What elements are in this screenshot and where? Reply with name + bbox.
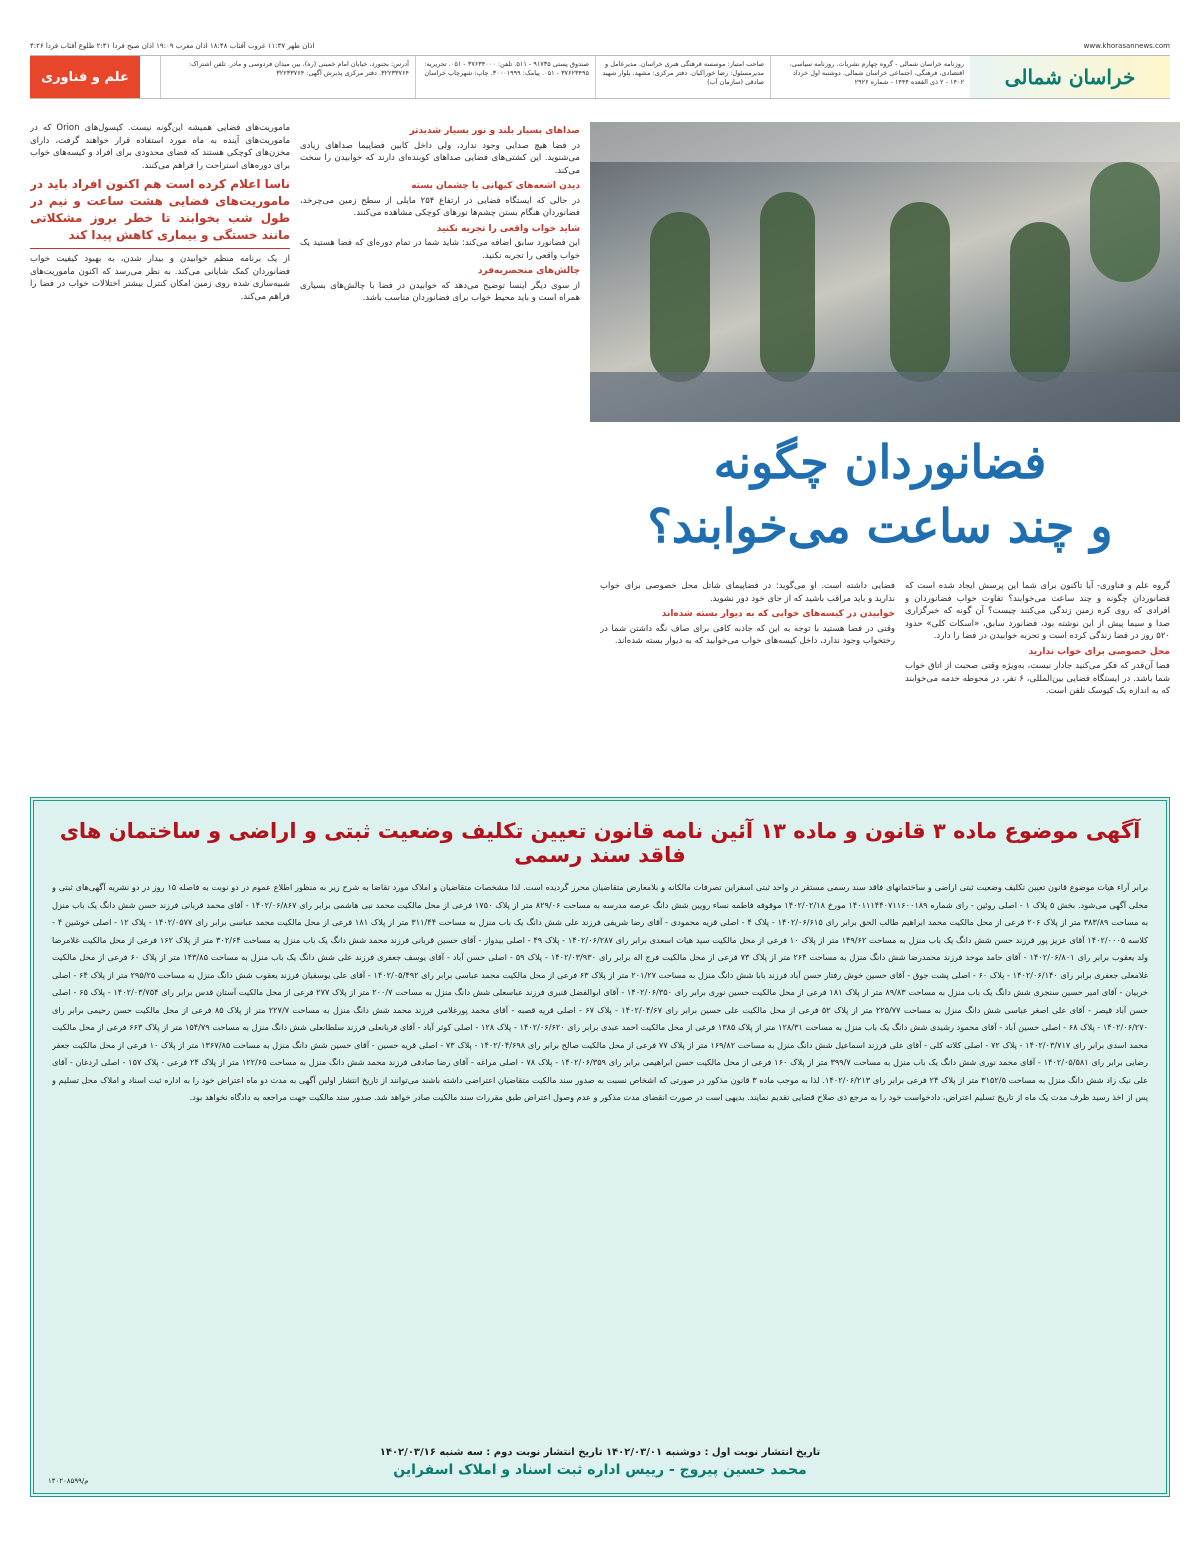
article-para: این فضانورد سابق اضافه می‌کند: شاید شما در تمام دوره‌ای که فضا هستید یک خواب واقعی را تجربه نکنید. xyxy=(300,238,580,261)
masthead-info-3: صندوق پستی ۹۱۷۳۵ - ۵۱۱. تلفن: ۳۷۶۳۴۰۰۰ - ۰۵۱. تحریریه: ۳۷۶۲۳۴۹۵ - ۰۵۱. پیامک: ۳۰۰۰۱۹۹۹. چاپ: شهرچاپ خراسان xyxy=(415,56,595,98)
article-column-4 xyxy=(30,122,290,790)
article-column-3 xyxy=(300,122,580,790)
ad-signature: محمد حسین پیروج - رییس اداره ثبت اسناد و املاک اسفراین xyxy=(393,1462,807,1478)
article-intro: گروه علم و فناوری- آیا تاکنون برای شما این پرسش ایجاد شده است که فضانوردان چگونه و چند ساعت می‌خوابند؟ تفاوت خواب فضانوردان و افرادی که روی کره زمین زندگی می‌کنند چیست؟ آن گونه که خبرگزاری صدا و سیما پیش از این نوشته بود، فضانورد سابق، «اسکات کلی» حدود ۵۲۰ روز در فضا زندگی کرده است و تجربه خوابیدن در فضا را دارد. xyxy=(905,581,1170,641)
legal-notice-ad xyxy=(30,797,1170,1497)
masthead-info xyxy=(140,56,970,98)
pull-quote: ناسا اعلام کرده است هم اکنون افراد باید در ماموریت‌های فضایی هشت ساعت و نیم در طول شب بخوابند تا خطر بروز مشکلاتی مانند خستگی و بیماری کاهش پیدا کند xyxy=(30,176,290,249)
logo-box xyxy=(970,56,1170,98)
ad-code: م/۱۴۰۲۰۸۵۹۹ xyxy=(48,1477,89,1485)
article-para: ماموریت‌های فضایی همیشه این‌گونه نیست. کپسول‌های Orion که در ماموریت‌های آینده به ماه مورد استفاده قرار خواهند گرفت، دارای مخزن‌های کوچکی هستند که فضای محدودی برای افراد و کیسه‌های خواب برای دوره‌های استراحت را فراهم می‌کنند. xyxy=(30,123,290,171)
subhead-real-sleep: شاید خواب واقعی را تجربه نکنید xyxy=(436,223,580,234)
subhead-loud-sounds: صداهای بسیار بلند و نور بسیار شدیدتر xyxy=(409,126,580,136)
section-tag: علم و فناوری xyxy=(30,56,140,98)
headline-line-1: فضانوردان چگونه xyxy=(713,435,1047,489)
ad-body: برابر آراء هیات موضوع قانون تعیین تکلیف وضعیت ثبتی اراضی و ساختمانهای فاقد سند رسمی مستقر در واحد ثبتی اسفراین تصرفات مالکانه و بلامعارض متقاضیان محرز گردیده است. لذا مشخصات متقاضیان و املاک مورد تقاضا به شرح زیر به منظور اطلاع عموم در دو نوبت به فاصله ۱۵ روز در دو نشریه آگهی‌های ثبتی و محلی آگهی می‌شود. بخش ۵ پلاک ۱ - اصلی روئین - رای شماره ۱۴۰۱۱۱۴۴۰۷۱۱۶۰۰۱۸۹ مورخ ۱۴۰۲/۰۲/۱۸ موقوفه فاطمه نساء رویین شش دانگ عرصه مدرسه به مساحت ۸۲۹/۰۶ متر از پلاک ۱۷۵۰ فرعی از محل مالکیت محمد نبی هاشمی برابر رای ۱۴۰۲/۰۶/۸۶۷ - آقای محمد قربانی فرزند حسن شش دانگ یک باب منزل به مساحت ۳۸۳/۸۹ متر از پلاک ۲۰۶ فرعی از محل مالکیت محمد ابراهیم طالب الحق برابر رای ۱۴۰۲/۰۶/۶۱۵ - پلاک ۴ - اصلی قریه محمودی - آقای رضا شریفی فرزند علی شش دانگ یک باب منزل به مساحت ۳۱۱/۴۴ متر از پلاک ۱۸۱ فرعی از محل مالکیت محمد عباسی برابر رای ۱۴۰۲/۰۵۷۷ - پلاک ۱۲ - اصلی خوشین ۴ - کلاسه ۱۴۰۲/۰۰۰۵ آقای عزیز پور فرزند حسن شش دانگ یک باب منزل به مساحت ۱۴۹/۶۲ متر از پلاک ۱۰ فرعی از محل مالکیت سید هیات اسعدی برابر رای ۱۴۰۲/۰۶/۲۸۷ - پلاک ۴۹ - اصلی بیدواز - آقای حسین قربانی فرزند محمد شش دانگ یک باب منزل به مساحت ۳۰۲/۶۴ متر از پلاک ۱۶۲ فرعی از محل مالکیت غلامرضا ولد یعقوب برابر رای ۱۴۰۲/۰۶/۸۰۱ - آقای حامد موحد فرزند محمدرضا شش دانگ منزل به مساحت ۲۶۴ متر از پلاک ۷۳ فرعی از محل مالکیت فرج اله برابر رای ۱۴۰۲/۰۳/۹۳۰ - پلاک ۵۹ - اصلی حسن آباد - آقای یوسف جعفری فرزند علی شش دانگ یک باب منزل به مساحت ۱۴۳/۸۵ متر از پلاک ۶۰ فرعی از محل مالکیت غلامعلی جعفری برابر رای ۱۴۰۲/۰۶/۱۴۰ - پلاک ۶۰ - اصلی پشت جوق - آقای حسین خوش رفتار حسن آباد فرزند بابا شش دانگ منزل به مساحت ۲۰۱/۲۷ متر از پلاک ۶۳ فرعی از محل مالکیت محمد عباسی برابر رای ۱۴۰۲/۰۵/۴۹۲ - آقای علی یوسفیان فرزند یعقوب شش دانگ منزل به مساحت ۲۹۵/۲۵ متر از پلاک ۶۴ - اصلی خربیان - آقای امیر حسین سنجری شش دانگ یک باب منزل به مساحت ۸۹/۸۳ متر از پلاک ۱۸۱ فرعی از محل مالکیت حسین نوری برابر رای ۱۴۰۲/۰۶/۳۵۰ - آقای ابوالفضل قنبری فرزند عباسعلی شش دانگ منزل به مساحت ۲۰۰/۷ متر از پلاک ۲۷۷ فرعی از محل مالکیت آستان قدس برابر رای ۱۴۰۲/۰۳/۷۵۴ - پلاک ۶۵ - اصلی حسن آباد قیصر - آقای علی اصغر عباسی شش دانگ منزل به مساحت ۲۲۵/۷۷ متر از پلاک ۵۲ فرعی از محل مالکیت علی حسین برابر رای ۱۴۰۲/۰۴/۶۷ - پلاک ۶۷ - اصلی قریه قصبه - آقای محمد پورغلامی فرزند محمد شش دانگ منزل به مساحت ۲۲۷/۷ متر از پلاک ۸۵ فرعی از محل مالکیت حسن رحیمی برابر رای ۱۴۰۲/۰۶/۲۷۰ - پلاک ۶۸ - اصلی حسین آباد - آقای محمود رشیدی شش دانگ یک باب منزل به مساحت ۱۲۸/۳۱ متر از پلاک ۱۳۸۵ فرعی از محل مالکیت احمد عبدی برابر رای ۱۴۰۲/۰۶/۶۲۰ - پلاک ۱۲۸ - اصلی کوثر آباد - آقای قربانعلی فرزند سلطانعلی شش دانگ منزل به مساحت ۱۵۴/۷۹ متر از پلاک ۶۶۳ فرعی از محل مالکیت محمد اسدی برابر رای ۱۴۰۲/۰۳/۷۱۷ - پلاک ۷۲ - اصلی کلاته کلی - آقای علی فرزند اسماعیل شش دانگ منزل به مساحت ۱۶۹/۸۲ متر از پلاک ۷۷ فرعی از محل مالکیت صالح برابر رای ۱۴۰۲/۰۴/۶۹۸ - پلاک ۷۳ - اصلی قریه حسین - آقای حسین شش دانگ منزل به مساحت ۱۳۶۷/۸۵ متر از پلاک ۱۰ فرعی از محل مالکیت جعفر رضایی برابر رای ۱۴۰۲/۰۵/۵۸۱ - آقای محمد نوری شش دانگ یک باب منزل به مساحت ۳۹۹/۷ متر از پلاک ۱۶۰ فرعی از محل مالکیت حسن ابراهیمی برابر رای ۱۴۰۲/۰۶/۳۵۹ - پلاک ۷۸ - اصلی مراغه - آقای رضا صادقی فرزند محمد شش دانگ منزل به مساحت ۱۲۲/۶۵ متر از پلاک ۲۴ فرعی - پلاک ۱۵۷ - اصلی اردغان - آقای علی نیک زاد شش دانگ منزل به مساحت ۳۱۵۲/۵ متر از پلاک ۲۴ فرعی برابر رای ۱۴۰۲/۰۶/۲۱۳. لذا به موجب ماده ۳ قانون مذکور در صورتی که اشخاص نسبت به صدور سند مالکیت متقاضیان اعتراضی داشته باشند می‌توانند از تاریخ انتشار اولین آگهی به مدت دو ماه اعتراض خود را به اداره ثبت اسناد و املاک محل تسلیم و پس از اخذ رسید ظرف مدت یک ماه از تاریخ تسلیم اعتراض، دادخواست خود را به مرجع ذی صلاح قضایی تقدیم نمایند. بدیهی است در صورت انقضای مدت مذکور و عدم وصول اعتراض طبق مقررات سند مالکیت صادر خواهد شد. صدور سند مالکیت جهت مراجعه به دادگاه نخواهد بود. xyxy=(52,882,1148,1102)
article-para: وقتی در فضا هستید با توجه به این که جاذبه کافی برای صاف نگه داشتن شما در رختخواب وجود ندارد، داخل کیسه‌های خواب می‌خوابید که به دیوار بسته شده‌اند. xyxy=(600,623,895,646)
headline xyxy=(600,430,1160,580)
article-para: فضا آن‌قدر که فکر می‌کنید جادار نیست، به‌ویژه وقتی صحبت از اتاق خواب شما باشد. در ایستگاه فضایی بین‌المللی، ۶ نفر، در محوطه خدمه می‌خوابند که به اندازه یک کیوسک تلفن است. xyxy=(905,661,1170,696)
article-para: از یک برنامه منظم خوابیدن و بیدار شدن، به بهبود کیفیت خواب فضانوردان کمک شایانی می‌کند. به نظر می‌رسد که اکنون ماموریت‌های شبیه‌سازی شده روی زمین امکان کنترل بیشتر اختلالات خواب در فضا را فراهم می‌کند. xyxy=(30,254,290,302)
article-para: از سوی دیگر اینسا توضیح می‌دهد که خوابیدن در فضا با چالش‌های بسیاری همراه است و باید محیط خواب برای فضانوردان مناسب باشد. xyxy=(300,280,580,303)
astronauts-photo xyxy=(590,122,1180,422)
masthead xyxy=(30,55,1170,99)
subhead-private-space: محل خصوصی برای خواب ندارید xyxy=(1028,646,1170,657)
masthead-info-4: آدرس: بجنورد، خیابان امام خمینی (ره)، بین میدان فردوسی و مادر. تلفن اشتراک: ۳۲۲۳۳۷۶۴. دفتر مرکزی پذیرش آگهی: ۳۲۲۳۳۷۶۴ xyxy=(160,56,415,98)
prayer-times: اذان ظهر ۱۱:۳۷ غروب آفتاب ۱۸:۴۸ اذان مغرب ۱۹:۰۹ اذان صبح فردا ۲:۴۱ طلوع آفتاب فردا ۴:۲۶ xyxy=(30,42,315,50)
masthead-info-2: صاحب امتیاز: موسسه فرهنگی هنری خراسان. مدیرعامل و مدیرمسئول: رضا خوراکیان. دفتر مرکزی: مشهد، بلوار شهید صادقی (سازمان آب) xyxy=(595,56,770,98)
ad-title: آگهی موضوع ماده ۳ قانون و ماده ۱۳ آئین نامه قانون تعیین تکلیف وضعیت ثبتی و اراضی و ساختمان های فاقد سند رسمی xyxy=(59,819,1141,867)
masthead-info-1: روزنامه خراسان شمالی - گروه چهارم نشریات. روزنامه سیاسی، اقتصادی، فرهنگی، اجتماعی خراسان شمالی. دوشنبه اول خرداد ۱۴۰۲ - ۲ ذی القعده ۱۴۴۴ - شماره ۲۹۲۶ xyxy=(770,56,970,98)
ad-dates: تاریخ انتشار نوبت اول : دوشنبه ۱۴۰۲/۰۳/۰۱ تاریخ انتشار نوبت دوم : سه شنبه ۱۴۰۲/۰۳/۱۶ xyxy=(379,1447,821,1458)
article-para: در حالی که ایستگاه فضایی در ارتفاع ۲۵۴ مایلی از سطح زمین می‌چرخد، فضانوردان هنگام بستن چشم‌ها نورهای کوچکی مشاهده می‌کنند. xyxy=(300,195,580,218)
article-column-2 xyxy=(600,580,895,790)
site-url[interactable]: www.khorasannews.com xyxy=(1083,42,1170,50)
top-bar xyxy=(30,40,1170,52)
article-column-1 xyxy=(905,580,1170,790)
headline-line-2: و چند ساعت می‌خوابند؟ xyxy=(647,499,1113,553)
subhead-unique-challenges: چالش‌های منحصربه‌فرد xyxy=(477,266,580,276)
article-para: فضایی داشته است. او می‌گوید: در فضاپیمای شاتل محل خصوصی برای خواب ندارید و باید مراقب باشید که از جای خود دور نشوید. xyxy=(600,581,895,604)
subhead-cosmic-rays: دیدن اشعه‌های کیهانی با چشمان بسته xyxy=(411,181,580,191)
subhead-sleeping-bags: خوابیدن در کیسه‌های خوابی که به دیوار بسته شده‌اند xyxy=(661,609,895,619)
article-para: در فضا هیچ صدایی وجود ندارد، ولی داخل کابین فضاپیما صداهای زیادی می‌شنوید. این کشتی‌های فضایی صداهای کوبنده‌ای دارند که خوابیدن را سخت می‌کند. xyxy=(300,140,580,176)
newspaper-logo: خراسان شمالی xyxy=(1004,65,1136,89)
